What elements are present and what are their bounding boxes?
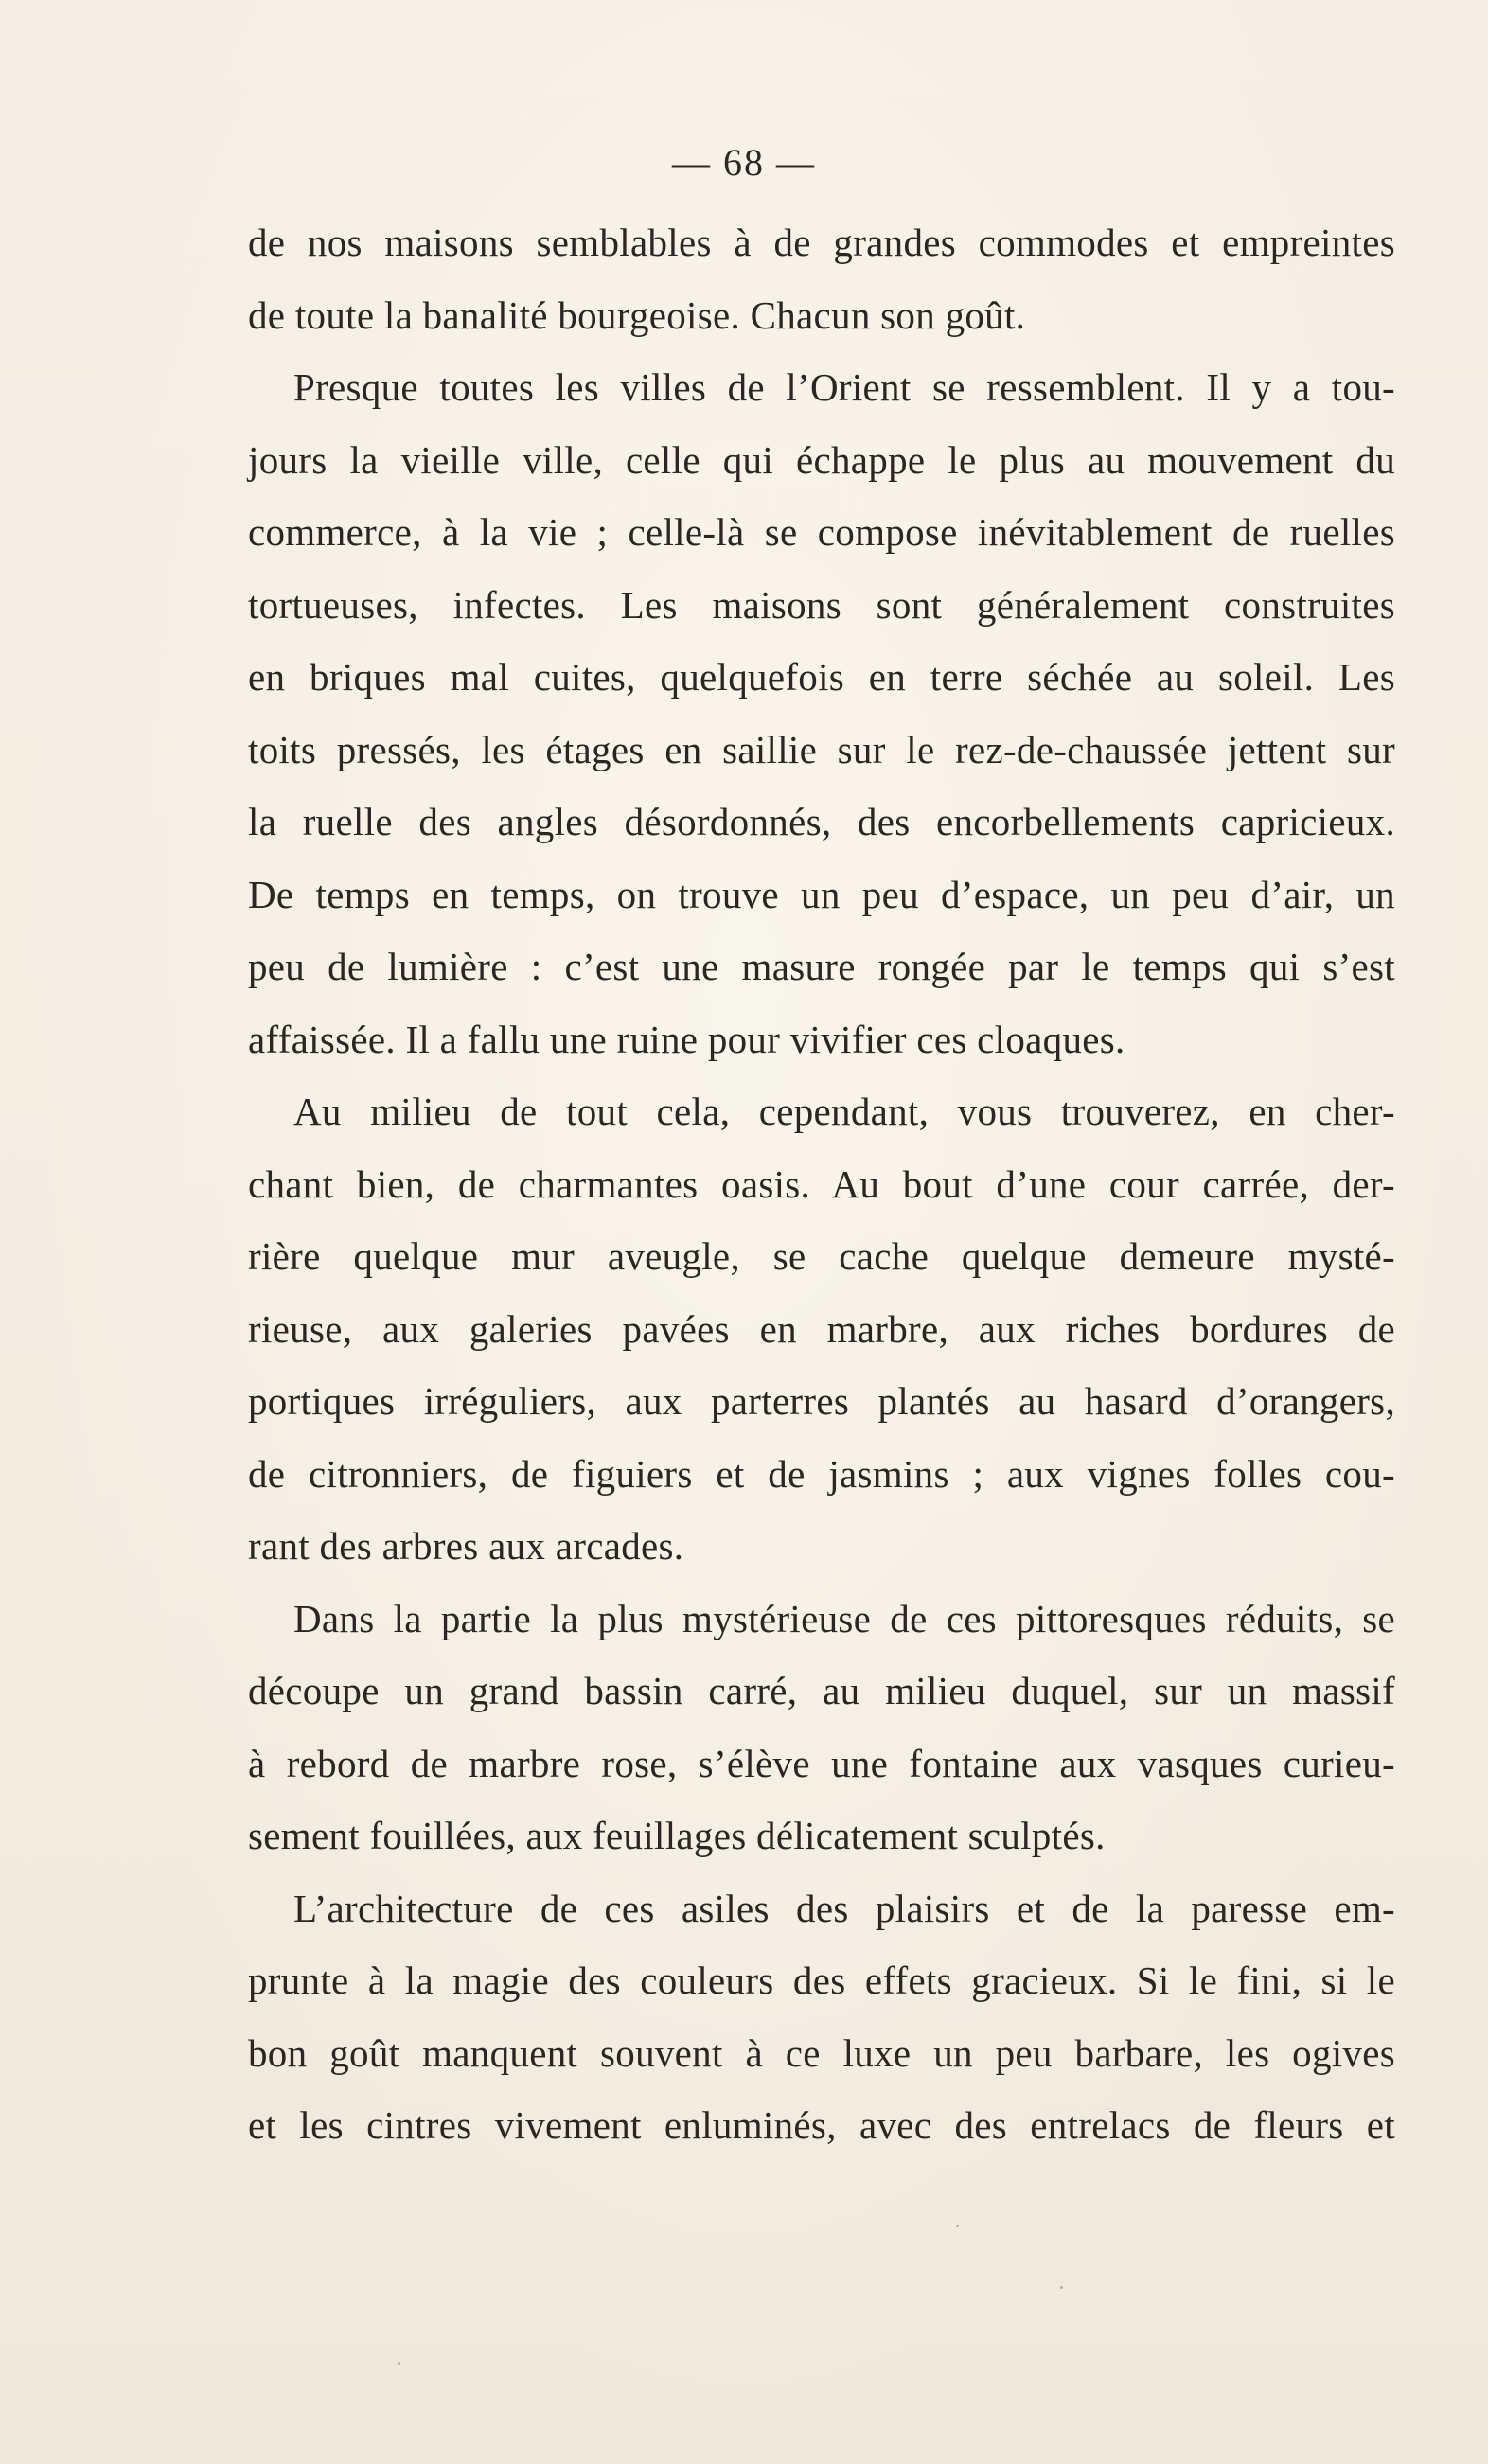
page-number: — 68 — <box>672 141 816 184</box>
text-line: affaissée. Il a fallu une ruine pour vivifier ces cloaques. <box>248 1017 1125 1061</box>
text-line: De temps en temps, on trouve un peu d’espace, un peu d’air, un <box>248 872 1395 916</box>
text-line: jours la vieille ville, celle qui échappe le plus au mouvement du <box>248 437 1395 482</box>
text-line: Dans la partie la plus mystérieuse de ces pittoresques réduits, se <box>293 1596 1395 1640</box>
text-line: de toute la banalité bourgeoise. Chacun son goût. <box>248 292 1026 337</box>
text-line: Au milieu de tout cela, cependant, vous trouverez, en cher- <box>293 1090 1395 1133</box>
text-line: sement fouillées, aux feuillages délicatement sculptés. <box>248 1814 1106 1857</box>
text-line: de nos maisons semblables à de grandes commodes et empreintes <box>248 221 1395 264</box>
text-line: et les cintres vivement enluminés, avec des entrelacs de fleurs et <box>248 2103 1395 2147</box>
text-line: tortueuses, infectes. Les maisons sont généralement construites <box>248 582 1395 627</box>
text-line: découpe un grand bassin carré, au milieu duquel, sur un massif <box>248 1669 1395 1712</box>
text-line: commerce, à la vie ; celle-là se compose inévitablement de ruelles <box>248 510 1395 554</box>
paper-speck <box>1060 2286 1063 2289</box>
text-line: en briques mal cuites, quelquefois en terre séchée au soleil. Les <box>248 655 1395 699</box>
text-line: L’architecture de ces asiles des plaisirs et de la paresse em- <box>293 1886 1395 1930</box>
text-line: Presque toutes les villes de l’Orient se ressemblent. Il y a tou- <box>293 365 1395 409</box>
text-line: chant bien, de charmantes oasis. Au bout d’une cour carrée, der- <box>248 1161 1395 1206</box>
text-line: rant des arbres aux arcades. <box>248 1524 684 1568</box>
paper-speck <box>956 2225 959 2227</box>
paper-speck <box>398 2362 400 2365</box>
text-line: de citronniers, de figuiers et de jasmins ; aux vignes folles cou- <box>248 1451 1395 1496</box>
body-text <box>248 206 1395 2162</box>
text-line: portiques irréguliers, aux parterres plantés au hasard d’orangers, <box>248 1379 1395 1423</box>
text-line: rière quelque mur aveugle, se cache quelque demeure mysté- <box>248 1234 1395 1278</box>
text-line: prunte à la magie des couleurs des effets gracieux. Si le fini, si le <box>248 1959 1395 2002</box>
text-line: toits pressés, les étages en saillie sur le rez-de-chaussée jettent sur <box>248 727 1395 771</box>
text-line: peu de lumière : c’est une masure rongée par le temps qui s’est <box>248 945 1395 988</box>
text-line: rieuse, aux galeries pavées en marbre, aux riches bordures de <box>248 1306 1395 1351</box>
text-line: bon goût manquent souvent à ce luxe un peu barbare, les ogives <box>248 2030 1395 2075</box>
text-line: à rebord de marbre rose, s’élève une fontaine aux vasques curieu- <box>248 1741 1395 1785</box>
text-line: la ruelle des angles désordonnés, des encorbellements capricieux. <box>248 800 1395 843</box>
